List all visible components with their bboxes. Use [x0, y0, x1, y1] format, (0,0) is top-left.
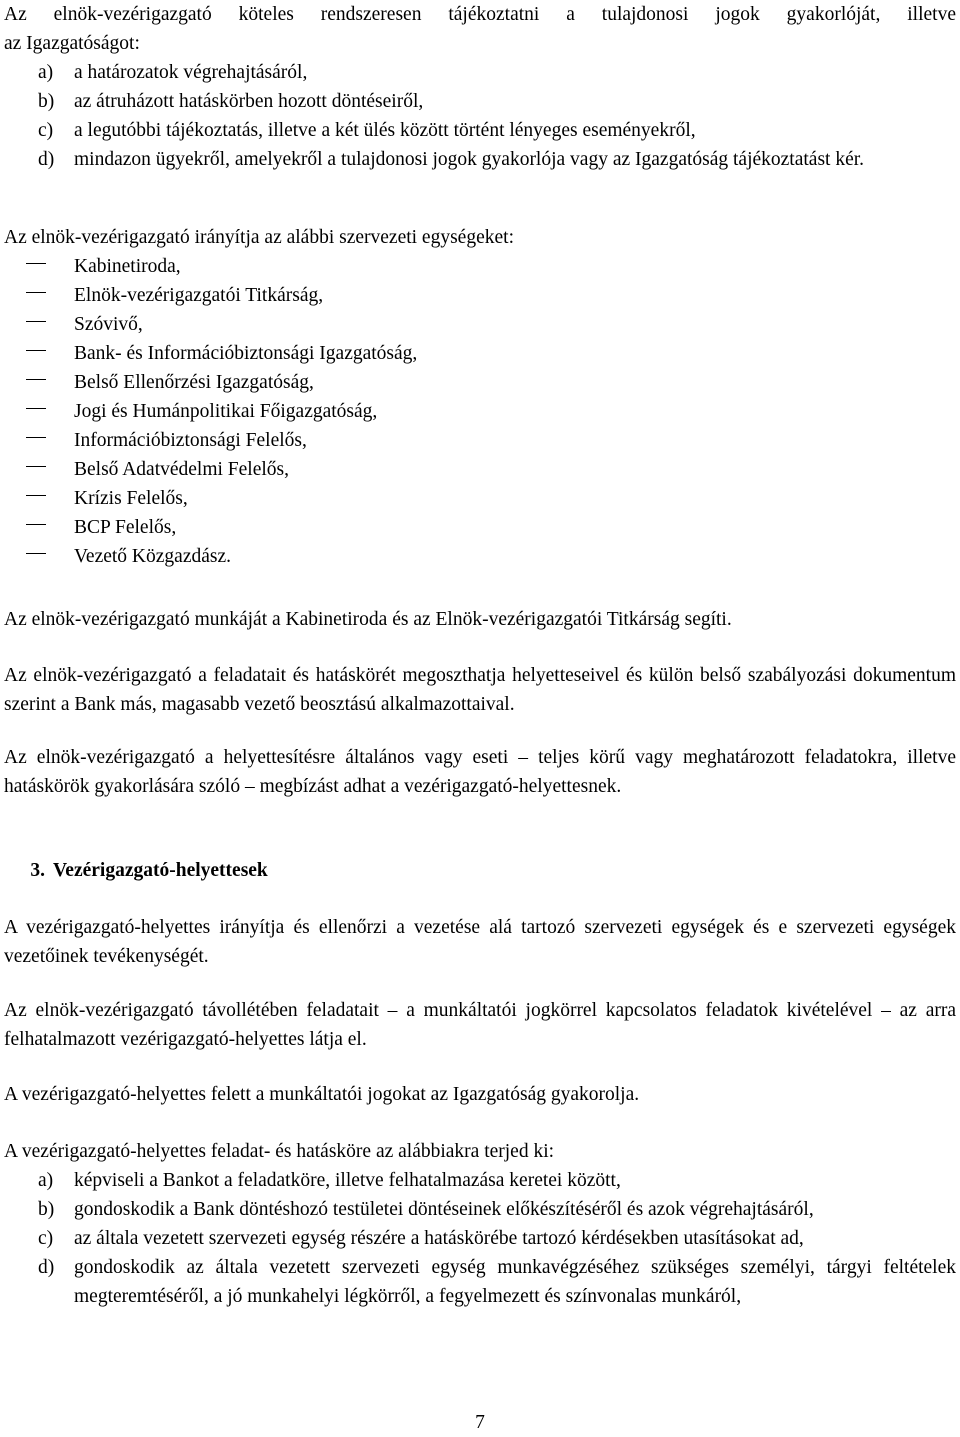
list-text: Szóvivő,: [74, 314, 143, 335]
list-marker: b): [38, 91, 55, 112]
dash-bullet: [26, 408, 46, 410]
list-item: [4, 252, 417, 281]
section-number: 3.: [30, 860, 45, 881]
list-text: az általa vezetett szervezeti egység részére a hatáskörébe tartozó kérdésekben utasításokat ad,: [74, 1228, 804, 1249]
list-text: BCP Felelős,: [74, 517, 177, 538]
list-item: [4, 513, 417, 542]
list-item: [4, 1195, 956, 1224]
dash-bullet: [26, 263, 46, 265]
list-text: Vezető Közgazdász.: [74, 546, 231, 567]
intro-line-2: az Igazgatóságot:: [4, 33, 140, 54]
paragraph: A vezérigazgató-helyettes felett a munkáltatói jogokat az Igazgatóság gyakorolja.: [4, 1084, 640, 1105]
list-marker: b): [38, 1199, 55, 1220]
dash-bullet: [26, 437, 46, 439]
dash-bullet: [26, 466, 46, 468]
list-text: az átruházott hatáskörben hozott döntéseiről,: [74, 91, 424, 112]
duties-intro: A vezérigazgató-helyettes feladat- és hatásköre az alábbiakra terjed ki:: [4, 1141, 555, 1162]
list-item: [4, 339, 417, 368]
list-item: [4, 1166, 956, 1195]
list-text: a határozatok végrehajtásáról,: [74, 62, 308, 83]
list-item: [4, 368, 417, 397]
list-marker: d): [38, 149, 55, 170]
dash-bullet: [26, 553, 46, 555]
page-number: 7: [475, 1412, 485, 1433]
list-item: [4, 145, 956, 174]
dash-bullet: [26, 321, 46, 323]
list-text: Bank- és Információbiztonsági Igazgatóság,: [74, 343, 418, 364]
intro-list: [4, 58, 956, 174]
list-text: gondoskodik az általa vezetett szervezeti egység munkavégzéséhez szükséges személyi, tárgyi feltételek megteremtéséről, a jó munkahelyi légkörről, a fegyelmezett és színvonalas munkáról,: [74, 1257, 956, 1307]
dash-bullet: [26, 495, 46, 497]
list-marker: a): [38, 1170, 54, 1191]
list-item: [4, 87, 956, 116]
units-list: [4, 252, 417, 571]
list-item: [4, 397, 417, 426]
dash-bullet: [26, 292, 46, 294]
list-item: [4, 542, 417, 571]
list-marker: d): [38, 1257, 55, 1278]
paragraph: Az elnök-vezérigazgató távollétében feladatait – a munkáltatói jogkörrel kapcsolatos feladatok kivételével – az arra felhatalmazott vezérigazgató-helyettes látja el.: [4, 1000, 956, 1050]
list-text: a legutóbbi tájékoztatás, illetve a két ülés között történt lényeges eseményekről,: [74, 120, 696, 141]
dash-bullet: [26, 379, 46, 381]
section-heading: [4, 856, 268, 885]
list-item: [4, 455, 417, 484]
list-text: gondoskodik a Bank döntéshozó testületei döntéseinek előkészítéséről és azok végrehajtásáról,: [74, 1199, 814, 1220]
list-item: [4, 1253, 956, 1311]
list-marker: c): [38, 120, 54, 141]
intro-line-1: Az elnök-vezérigazgató köteles rendszeresen tájékoztatni a tulajdonosi jogok gyakorlóját, illetve: [4, 4, 956, 25]
list-text: Információbiztonsági Felelős,: [74, 430, 307, 451]
list-item: [4, 484, 417, 513]
paragraph: Az elnök-vezérigazgató a helyettesítésre általános vagy eseti – teljes körű vagy meghatározott feladatokra, illetve hatáskörök gyakorlására szóló – megbízást adhat a vezérigazgató-helyettesnek.: [4, 747, 956, 797]
list-text: Belső Ellenőrzési Igazgatóság,: [74, 372, 314, 393]
dash-bullet: [26, 524, 46, 526]
paragraph: Az elnök-vezérigazgató a feladatait és hatáskörét megoszthatja helyetteseivel és külön belső szabályozási dokumentum szerint a Bank más, magasabb vezető beosztású alkalmazottaival.: [4, 665, 956, 715]
paragraph: Az elnök-vezérigazgató munkáját a Kabinetiroda és az Elnök-vezérigazgatói Titkárság segíti.: [4, 609, 732, 630]
section-title: Vezérigazgató-helyettesek: [53, 860, 268, 881]
list-item: [4, 310, 417, 339]
list-item: [4, 281, 417, 310]
list-item: [4, 58, 956, 87]
list-text: képviseli a Bankot a feladatköre, illetve felhatalmazása keretei között,: [74, 1170, 621, 1191]
list-text: Belső Adatvédelmi Felelős,: [74, 459, 290, 480]
list-marker: a): [38, 62, 54, 83]
paragraph: A vezérigazgató-helyettes irányítja és ellenőrzi a vezetése alá tartozó szervezeti egységek és e szervezeti egységek vezetőinek tevékenységét.: [4, 917, 956, 967]
units-intro: Az elnök-vezérigazgató irányítja az alábbi szervezeti egységeket:: [4, 227, 514, 248]
list-text: Elnök-vezérigazgatói Titkárság,: [74, 285, 324, 306]
duties-list: [4, 1166, 956, 1311]
dash-bullet: [26, 350, 46, 352]
list-item: [4, 116, 956, 145]
list-text: Jogi és Humánpolitikai Főigazgatóság,: [74, 401, 378, 422]
list-text: mindazon ügyekről, amelyekről a tulajdonosi jogok gyakorlója vagy az Igazgatóság tájékoztatást kér.: [74, 149, 865, 170]
list-item: [4, 1224, 956, 1253]
list-marker: c): [38, 1228, 54, 1249]
list-text: Kabinetiroda,: [74, 256, 181, 277]
list-text: Krízis Felelős,: [74, 488, 188, 509]
list-item: [4, 426, 417, 455]
